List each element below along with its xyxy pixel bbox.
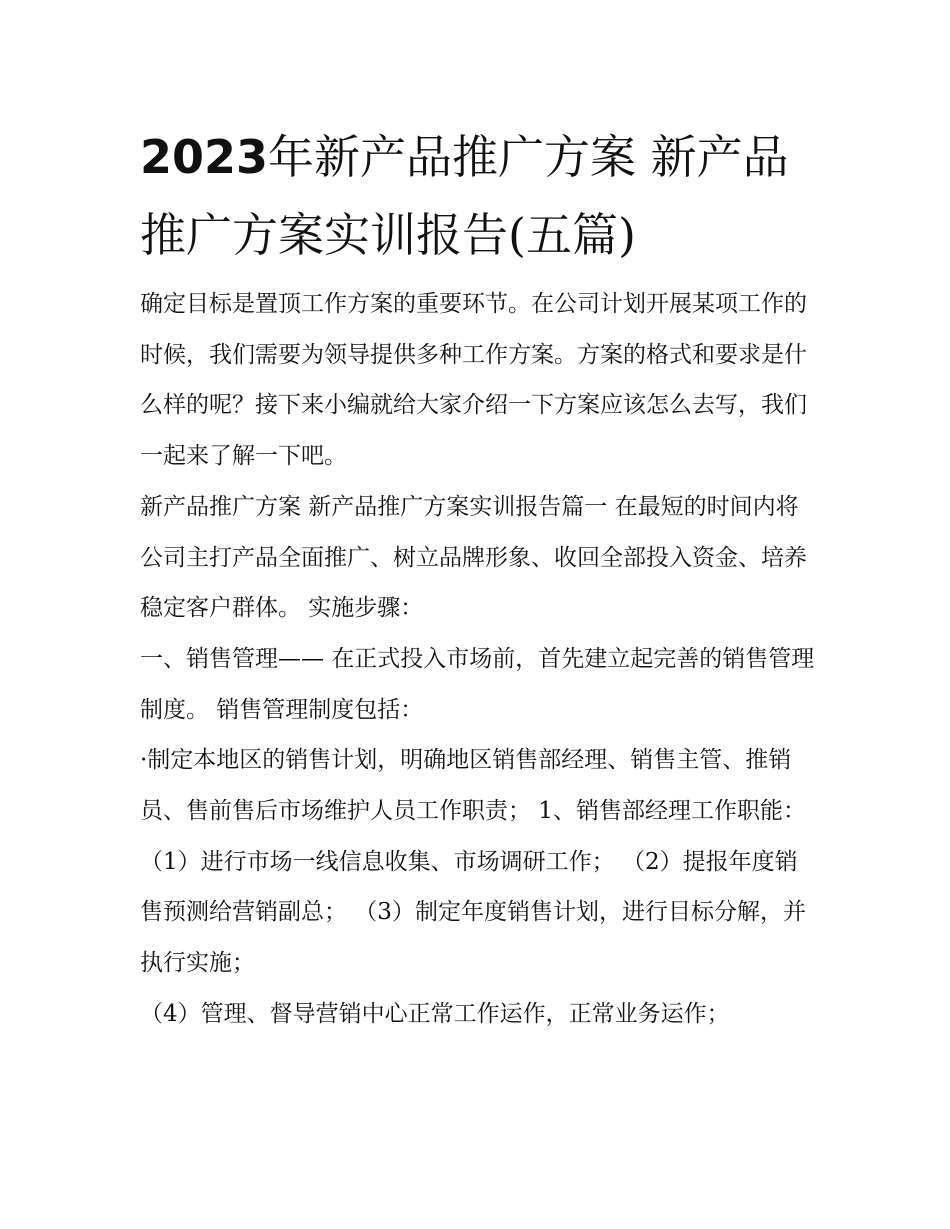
title-text: 年新产品推广方案 新产品推广方案实训报告(五篇) bbox=[140, 130, 789, 262]
paragraph-duty-4: （4）管理、督导营销中心正常工作运作，正常业务运作； bbox=[140, 1000, 730, 1027]
paragraph-section-one: 新产品推广方案 新产品推广方案实训报告篇一 在最短的时间内将公司主打产品全面推广、树立品牌形象、收回全部投入资金、培养稳定客户群体。 实施步骤： bbox=[140, 493, 807, 622]
paragraph-intro: 确定目标是置顶工作方案的重要环节。在公司计划开展某项工作的时候，我们需要为领导提供多种工作方案。方案的格式和要求是什么样的呢？接下来小编就给大家介绍一下方案应该怎么去写，我们一起来了解一下吧。 bbox=[140, 291, 807, 470]
title-year: 2023 bbox=[140, 130, 269, 184]
document-body bbox=[140, 279, 820, 1040]
paragraph-sales-plan: ·制定本地区的销售计划，明确地区销售部经理、销售主管、推销员、售前售后市场维护人员工作职责； 1、销售部经理工作职能： bbox=[140, 747, 806, 825]
paragraph-sales-management: 一、销售管理—— 在正式投入市场前，首先建立起完善的销售管理制度。 销售管理制度包括： bbox=[140, 645, 815, 723]
document-title bbox=[140, 118, 820, 274]
paragraph-duties-1-3: （1）进行市场一线信息收集、市场调研工作； （2）提报年度销售预测给营销副总； （3）制定年度销售计划，进行目标分解，并执行实施； bbox=[140, 848, 806, 977]
